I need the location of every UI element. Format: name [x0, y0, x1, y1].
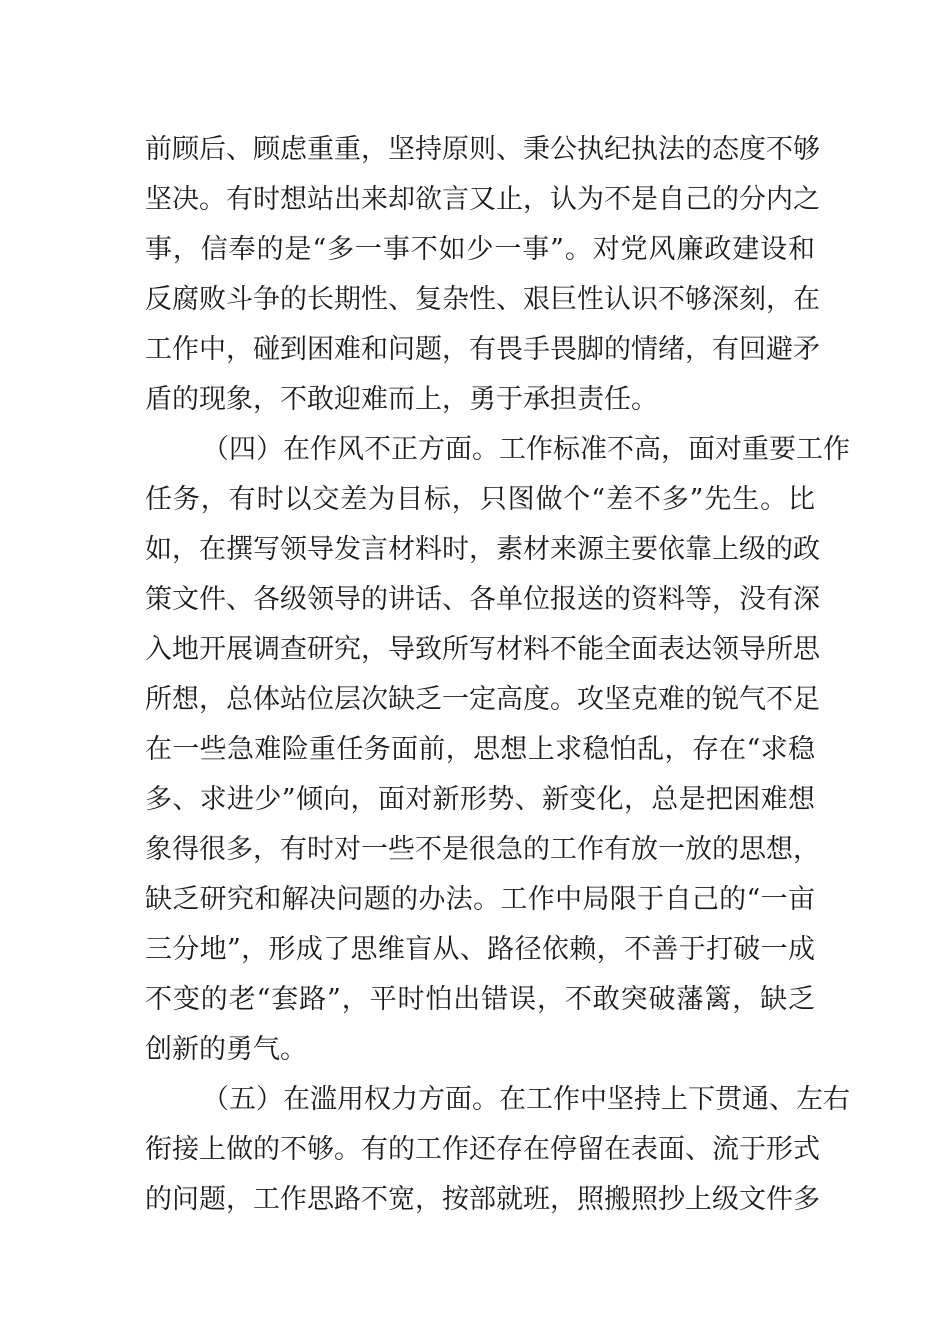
text-line-12: 所想，总体站位层次缺乏一定高度。攻坚克难的锐气不足: [145, 684, 820, 715]
text-line-21: 衔接上做的不够。有的工作还存在停留在表面、流于形式: [145, 1134, 820, 1165]
paragraph-five-heading-line: （五）在滥用权力方面。在工作中坚持上下贯通、左右: [202, 1084, 850, 1115]
text-line-14: 多、求进少”倾向，面对新形势、新变化，总是把困难想: [145, 784, 815, 815]
text-line-19: 创新的勇气。: [145, 1034, 307, 1065]
text-line-9: 如，在撰写领导发言材料时，素材来源主要依靠上级的政: [145, 534, 820, 565]
text-line-10: 策文件、各级领导的讲话、各单位报送的资料等，没有深: [145, 584, 820, 615]
text-line-6: 盾的现象，不敢迎难而上，勇于承担责任。: [145, 384, 658, 415]
text-line-16: 缺乏研究和解决问题的办法。工作中局限于自己的“一亩: [145, 884, 815, 915]
text-line-15: 象得很多，有时对一些不是很急的工作有放一放的思想，: [145, 834, 820, 865]
text-line-5: 工作中，碰到困难和问题，有畏手畏脚的情绪，有回避矛: [145, 334, 820, 365]
text-line-3: 事，信奉的是“多一事不如少一事”。对党风廉政建设和: [145, 234, 815, 265]
text-line-2: 坚决。有时想站出来却欲言又止，认为不是自己的分内之: [145, 184, 820, 215]
text-line-1: 前顾后、顾虑重重，坚持原则、秉公执纪执法的态度不够: [145, 134, 820, 165]
text-line-4: 反腐败斗争的长期性、复杂性、艰巨性认识不够深刻，在: [145, 284, 820, 315]
text-line-13: 在一些急难险重任务面前，思想上求稳怕乱，存在“求稳: [145, 734, 815, 765]
text-line-11: 入地开展调查研究，导致所写材料不能全面表达领导所思: [145, 634, 820, 665]
text-line-17: 三分地”，形成了思维盲从、路径依赖，不善于打破一成: [145, 934, 815, 965]
text-line-8: 任务，有时以交差为目标，只图做个“差不多”先生。比: [145, 484, 815, 515]
text-line-22: 的问题，工作思路不宽，按部就班，照搬照抄上级文件多: [145, 1184, 820, 1215]
paragraph-four-heading-line: （四）在作风不正方面。工作标准不高，面对重要工作: [202, 434, 850, 465]
text-line-18: 不变的老“套路”，平时怕出错误，不敢突破藩篱，缺乏: [145, 984, 815, 1015]
